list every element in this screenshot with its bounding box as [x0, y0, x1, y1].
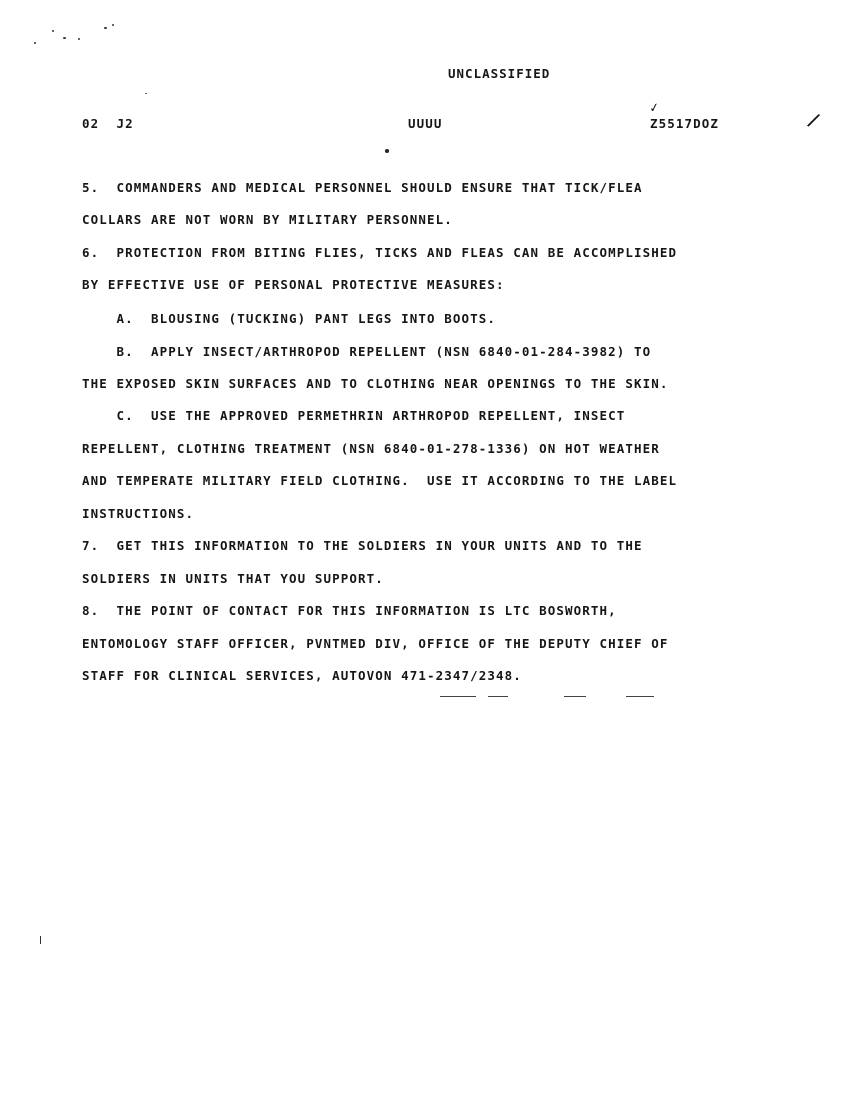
scan-speck	[104, 27, 107, 29]
scan-speck	[52, 30, 54, 32]
scan-speck	[112, 24, 114, 26]
message-line: REPELLENT, CLOTHING TREATMENT (NSN 6840-01-278-1336) ON HOT WEATHER	[82, 441, 660, 456]
message-line: ENTOMOLOGY STAFF OFFICER, PVNTMED DIV, OFFICE OF THE DEPUTY CHIEF OF	[82, 636, 669, 651]
message-line: INSTRUCTIONS.	[82, 506, 195, 521]
message-line: A. BLOUSING (TUCKING) PANT LEGS INTO BOOTS.	[82, 311, 497, 326]
scan-dash	[488, 696, 508, 697]
header-dtg: Z5517DOZ	[650, 116, 720, 131]
message-line: COLLARS ARE NOT WORN BY MILITARY PERSONNEL.	[82, 212, 453, 227]
header-precedence: 02 J2	[82, 116, 134, 131]
pen-mark-icon: /	[804, 108, 823, 133]
message-line: 7. GET THIS INFORMATION TO THE SOLDIERS IN YOUR UNITS AND TO THE	[82, 538, 643, 553]
dot-mark	[385, 149, 389, 153]
message-line: STAFF FOR CLINICAL SERVICES, AUTOVON 471-2347/2348.	[82, 668, 522, 683]
message-line: THE EXPOSED SKIN SURFACES AND TO CLOTHING NEAR OPENINGS TO THE SKIN.	[82, 376, 669, 391]
message-line: AND TEMPERATE MILITARY FIELD CLOTHING. USE IT ACCORDING TO THE LABEL	[82, 473, 678, 488]
scan-dash	[626, 696, 654, 697]
scan-speck	[63, 37, 66, 39]
message-line: 6. PROTECTION FROM BITING FLIES, TICKS AND FLEAS CAN BE ACCOMPLISHED	[82, 245, 678, 260]
scan-speck	[34, 42, 36, 44]
message-line: 5. COMMANDERS AND MEDICAL PERSONNEL SHOULD ENSURE THAT TICK/FLEA	[82, 180, 643, 195]
scan-dash	[564, 696, 586, 697]
scan-speck	[145, 93, 147, 94]
message-line: BY EFFECTIVE USE OF PERSONAL PROTECTIVE MEASURES:	[82, 277, 505, 292]
header-routing: UUUU	[408, 116, 443, 131]
check-mark-icon: ✓	[648, 99, 660, 117]
scan-speck	[40, 936, 41, 944]
message-line: 8. THE POINT OF CONTACT FOR THIS INFORMATION IS LTC BOSWORTH,	[82, 603, 617, 618]
message-line: B. APPLY INSECT/ARTHROPOD REPELLENT (NSN 6840-01-284-3982) TO	[82, 344, 652, 359]
message-line: C. USE THE APPROVED PERMETHRIN ARTHROPOD REPELLENT, INSECT	[82, 408, 626, 423]
message-line: SOLDIERS IN UNITS THAT YOU SUPPORT.	[82, 571, 384, 586]
scan-speck	[78, 38, 80, 40]
scan-dash	[440, 696, 476, 697]
classification-marking: UNCLASSIFIED	[448, 66, 551, 81]
